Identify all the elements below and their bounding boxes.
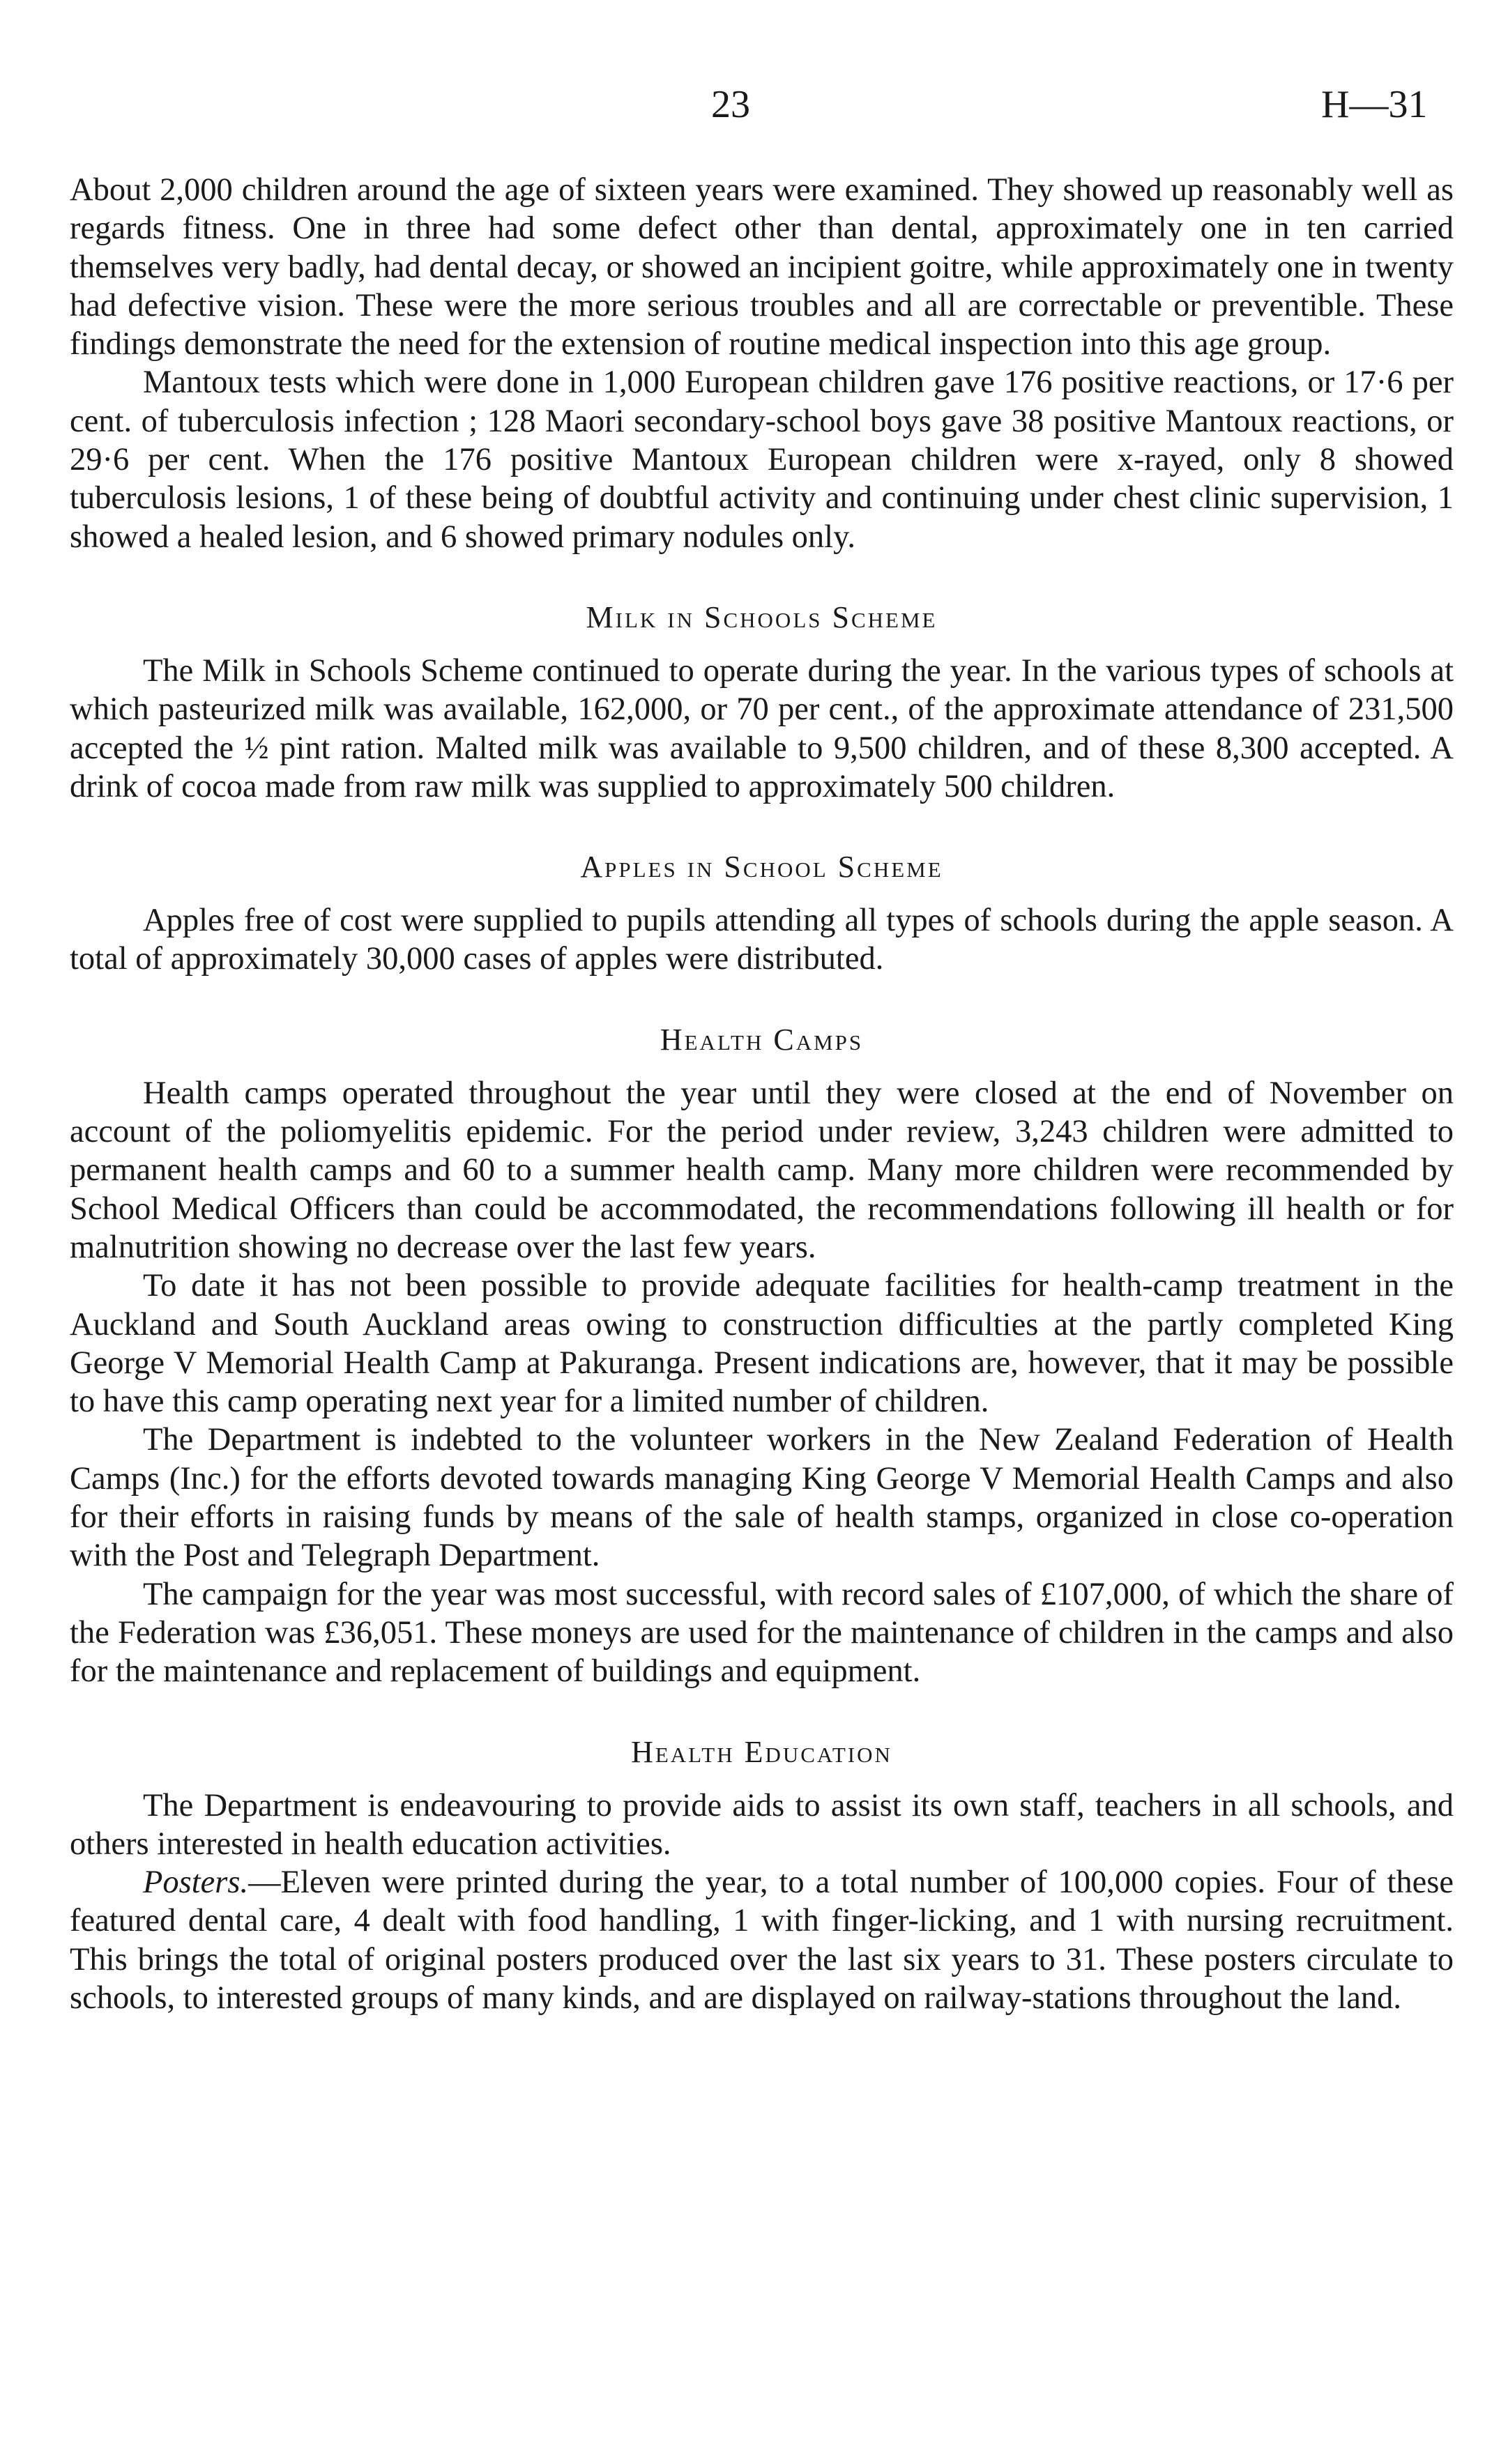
health-camps-paragraph-auckland: To date it has not been possible to provide adequate facilities for health-camp treatment in the Auckland and South Auckland areas owing to construction difficulties at the partly completed King George V Memorial Health Camp at Pakuranga. Present indications are, however, that it may be possible to have this camp operating next year for a limited number of children. — [70, 1268, 1454, 1420]
health-camps-paragraph-campaign: The campaign for the year was most successful, with record sales of £107,000, of which the share of the Federation was £36,051. These moneys are used for the maintenance of children in the camps and also for the maintenance and replacement of buildings and equipment. — [70, 1576, 1454, 1690]
milk-scheme-paragraph: The Milk in Schools Scheme continued to operate during the year. In the various types of schools at which pasteurized milk was available, 162,000, or 70 per cent., of the approximate attendance of 231,500 accepted the ½ pint ration. Malted milk was available to 9,500 children, and of these 8,300 accepted. A drink of cocoa made from raw milk was supplied to approximately 500 children. — [70, 652, 1454, 804]
intro-paragraph-examination: About 2,000 children around the age of sixteen years were examined. They showed up reasonably well as regards fitness. One in three had some defect other than dental, approximately one in ten carried themselves very badly, had dental decay, or showed an incipient goitre, while approximately one in twenty had defective vision. These were the more serious troubles and all are correctable or preventible. These findings demonstrate the need for the extension of routine medical inspection into this age group. — [70, 172, 1454, 362]
posters-lead-in: Posters. — [143, 1865, 249, 1901]
health-camps-paragraph-operation: Health camps operated throughout the year until they were closed at the end of November on account of the poliomyelitis epidemic. For the period under review, 3,243 children were admitted to permanent health camps and 60 to a summer health camp. Many more children were recommended by School Medical Officers than could be accommodated, the recommendations following ill health or for malnutrition showing no decrease over the last few years. — [70, 1075, 1454, 1265]
posters-body: —Eleven were printed during the year, to a total number of 100,000 copies. Four of these featured dental care, 4 dealt with food handling, 1 with finger-licking, and 1 with nursing recruitment. This brings the total of original posters produced over the last six years to 31. These posters circulate to schools, to interested groups of many kinds, and are displayed on railway-stations throughout the land. — [70, 1865, 1454, 2016]
milk-scheme-heading: Milk in Schools Scheme — [586, 599, 938, 634]
page-number: 23 — [711, 83, 750, 126]
document-reference: H—31 — [1321, 83, 1428, 126]
page-header — [0, 82, 1508, 131]
health-education-paragraph-posters — [70, 1863, 1454, 2017]
apples-scheme-paragraph: Apples free of cost were supplied to pupils attending all types of schools during the apple season. A total of approximately 30,000 cases of apples were distributed. — [70, 903, 1454, 977]
health-education-heading: Health Education — [631, 1734, 892, 1769]
health-education-paragraph-aids: The Department is endeavouring to provide aids to assist its own staff, teachers in all schools, and others interested in health education activities. — [70, 1787, 1454, 1862]
health-camps-heading: Health Camps — [660, 1022, 864, 1057]
health-camps-paragraph-federation: The Department is indebted to the volunteer workers in the New Zealand Federation of Health Camps (Inc.) for the efforts devoted towards managing King George V Memorial Health Camps and also for their efforts in raising funds by means of the sale of health stamps, organized in close co-operation with the Post and Telegraph Department. — [70, 1422, 1454, 1574]
page-content — [70, 171, 1454, 2017]
intro-paragraph-mantoux: Mantoux tests which were done in 1,000 European children gave 176 positive reactions, or 17·6 per cent. of tuberculosis infection ; 128 Maori secondary-school boys gave 38 positive Mantoux reactions, or 29·6 per cent. When the 176 positive Mantoux European children were x-rayed, only 8 showed tuberculosis lesions, 1 of these being of doubtful activity and continuing under chest clinic supervision, 1 showed a healed lesion, and 6 showed primary nodules only. — [70, 365, 1454, 555]
apples-scheme-heading: Apples in School Scheme — [580, 850, 943, 885]
